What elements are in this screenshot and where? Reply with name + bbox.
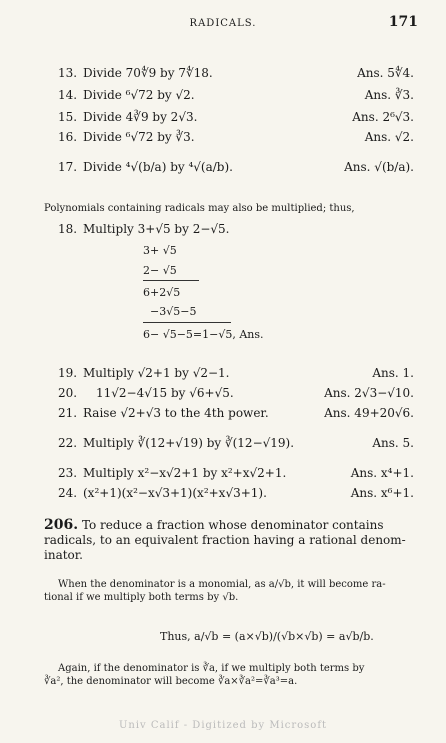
exercise-number: 13.	[58, 66, 78, 80]
exercise-text: Divide 70∜9 by 7∜18.	[83, 66, 213, 80]
exercise-number: 14.	[58, 88, 78, 102]
exercise-text: Divide ⁶√72 by √2.	[83, 88, 195, 102]
exercise-number: 24.	[58, 486, 78, 500]
exercise-23	[58, 466, 414, 482]
exercise-22	[58, 436, 414, 452]
exercise-text: 11√2−4√15 by √6+√5.	[96, 386, 234, 400]
exercise-answer: Ans. 2√3−√10.	[324, 386, 414, 400]
exercise-answer: Ans. 2⁶√3.	[352, 110, 414, 124]
cube-root-note	[44, 662, 416, 688]
exercise-20	[58, 386, 414, 402]
exercise-text: Raise √2+√3 to the 4th power.	[83, 406, 269, 420]
exercise-18	[58, 222, 414, 238]
exercise-24	[58, 486, 414, 502]
rationalize-equation: Thus, a/√b = (a×√b)/(√b×√b) = a√b/b.	[160, 630, 374, 643]
work-rule-2	[143, 322, 231, 323]
work-rule-1	[143, 280, 199, 281]
work-line-4: −3√5−5	[150, 305, 197, 318]
exercise-number: 23.	[58, 466, 78, 480]
page-number: 171	[388, 14, 418, 30]
section-number: 206.	[44, 517, 79, 533]
cube-root-note-line-2: ∛a², the denominator will become ∛a×∛a²=∛a³=a.	[44, 676, 298, 687]
exercise-number: 22.	[58, 436, 78, 450]
section-text-line-2: radicals, to an equivalent fraction having a rational denom-	[44, 533, 406, 547]
monomial-note	[44, 578, 416, 604]
exercise-text: Divide ⁶√72 by ∛3.	[83, 130, 195, 144]
exercise-13	[58, 66, 414, 82]
exercise-answer: Ans. 1.	[372, 366, 414, 380]
exercise-number: 20.	[58, 386, 78, 400]
exercise-14	[58, 88, 414, 104]
digitization-watermark: Univ Calif - Digitized by Microsoft	[118, 720, 328, 731]
exercise-answer: Ans. 49+20√6.	[324, 406, 414, 420]
work-line-3: 6+2√5	[143, 286, 181, 299]
exercise-number: 17.	[58, 160, 78, 174]
exercise-number: 15.	[58, 110, 78, 124]
section-text-line-3: inator.	[44, 548, 83, 562]
exercise-number: 19.	[58, 366, 78, 380]
exercise-answer: Ans. ∛3.	[364, 88, 414, 102]
work-line-2: 2− √5	[143, 264, 177, 277]
exercise-text: (x²+1)(x²−x√3+1)(x²+x√3+1).	[83, 486, 267, 500]
exercise-answer: Ans. x⁶+1.	[350, 486, 414, 500]
exercise-19	[58, 366, 414, 382]
exercise-number: 21.	[58, 406, 78, 420]
exercise-16	[58, 130, 414, 146]
exercise-15	[58, 110, 414, 126]
exercise-text: Multiply 3+√5 by 2−√5.	[83, 222, 230, 236]
exercise-answer: Ans. x⁴+1.	[350, 466, 414, 480]
work-line-5: 6− √5−5=1−√5, Ans.	[143, 328, 264, 341]
exercise-text: Divide 4∛9 by 2√3.	[83, 110, 198, 124]
exercise-answer: Ans. 5∜4.	[357, 66, 414, 80]
exercise-text: Multiply √2+1 by √2−1.	[83, 366, 230, 380]
section-206	[44, 518, 414, 563]
exercise-17	[58, 160, 414, 176]
exercise-answer: Ans. 5.	[372, 436, 414, 450]
exercise-text: Divide ⁴√(b/a) by ⁴√(a/b).	[83, 160, 233, 174]
exercise-text: Multiply x²−x√2+1 by x²+x√2+1.	[83, 466, 287, 480]
exercise-21	[58, 406, 414, 422]
exercise-number: 16.	[58, 130, 78, 144]
section-text-line-1: To reduce a fraction whose denominator contains	[81, 518, 384, 532]
running-title: RADICALS.	[189, 18, 257, 29]
exercise-answer: Ans. √2.	[364, 130, 414, 144]
work-line-1: 3+ √5	[143, 244, 177, 257]
exercise-number: 18.	[58, 222, 78, 236]
page-header	[0, 14, 446, 32]
exercise-answer: Ans. √(b/a).	[344, 160, 414, 174]
monomial-note-line-2: tional if we multiply both terms by √b.	[44, 592, 239, 603]
monomial-note-line-1: When the denominator is a monomial, as a/√b, it will become ra-	[58, 579, 386, 590]
exercise-text: Multiply ∛(12+√19) by ∛(12−√19).	[83, 436, 295, 450]
polynomials-note: Polynomials containing radicals may also be multiplied; thus,	[44, 203, 355, 214]
cube-root-note-line-1: Again, if the denominator is ∛a, if we multiply both terms by	[58, 663, 365, 674]
